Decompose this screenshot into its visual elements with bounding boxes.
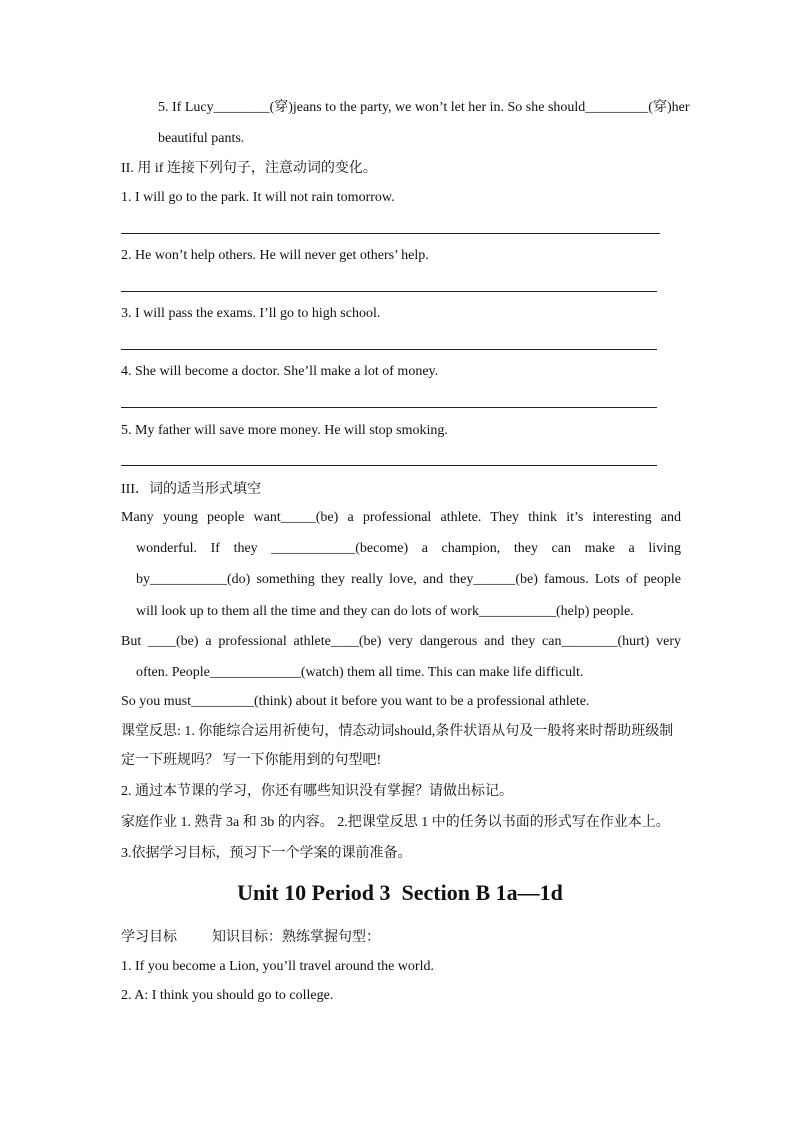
- passage-line-7: So you must_________(think) about it before you want to be a professional athlete.: [121, 694, 590, 709]
- part2-item-2: 2. He won’t help others. He will never get others’ help.: [121, 248, 429, 263]
- answer-line-4: [121, 407, 657, 408]
- reflection-line-1: 课堂反思: 1. 你能综合运用祈使句，情态动词should,条件状语从句及一般将来时帮助班级制: [121, 724, 674, 739]
- part2-item-5: 5. My father will save more money. He will stop smoking.: [121, 423, 448, 438]
- goal-sentence-1: 1. If you become a Lion, you’ll travel around the world.: [121, 959, 434, 974]
- part2-item-3: 3. I will pass the exams. I’ll go to high school.: [121, 306, 381, 321]
- answer-line-2: [121, 291, 657, 292]
- reflection-line-2: 定一下班规吗？ 写一下你能用到的句型吧!: [121, 753, 382, 768]
- answer-line-3: [121, 349, 657, 350]
- passage-line-3: by___________(do) something they really love, and they______(be) famous. Lots of people: [136, 572, 681, 587]
- part2-heading: II. 用 if 连接下列句子，注意动词的变化。: [121, 161, 377, 176]
- section-title: Unit 10 Period 3 Section B 1a—1d: [237, 880, 563, 905]
- fill-in-item-5: 5. If Lucy________(穿)jeans to the party, we won’t let her in. So she should_________(穿)her: [158, 100, 690, 115]
- homework-line-2: 3.依据学习目标，预习下一个学案的课前准备。: [121, 846, 412, 861]
- part2-item-1: 1. I will go to the park. It will not rain tomorrow.: [121, 190, 395, 205]
- homework-line-1: 家庭作业 1. 熟背 3a 和 3b 的内容。 2.把课堂反思 1 中的任务以书面的形式写在作业本上。: [121, 815, 670, 830]
- passage-line-4: will look up to them all the time and they can do lots of work___________(help) people.: [136, 604, 634, 619]
- fill-in-item-5-continued: beautiful pants.: [158, 131, 245, 146]
- part2-item-4: 4. She will become a doctor. She’ll make a lot of money.: [121, 364, 439, 379]
- passage-line-5: But ____(be) a professional athlete____(be) very dangerous and they can________(hurt) very: [121, 634, 681, 649]
- reflection-line-3: 2. 通过本节课的学习，你还有哪些知识没有掌握？请做出标记。: [121, 784, 513, 799]
- passage-line-2: wonderful. If they ____________(become) a champion, they can make a living: [136, 541, 681, 556]
- learning-goals-line: 学习目标 知识目标：熟练掌握句型：: [121, 930, 380, 945]
- passage-line-1: Many young people want_____(be) a professional athlete. They think it’s interesting and: [121, 510, 681, 525]
- answer-line-1: [121, 233, 660, 234]
- answer-line-5: [121, 465, 657, 466]
- part3-heading: III．词的适当形式填空: [121, 482, 261, 497]
- goal-sentence-2: 2. A: I think you should go to college.: [121, 988, 334, 1003]
- passage-line-6: often. People_____________(watch) them all time. This can make life difficult.: [136, 665, 584, 680]
